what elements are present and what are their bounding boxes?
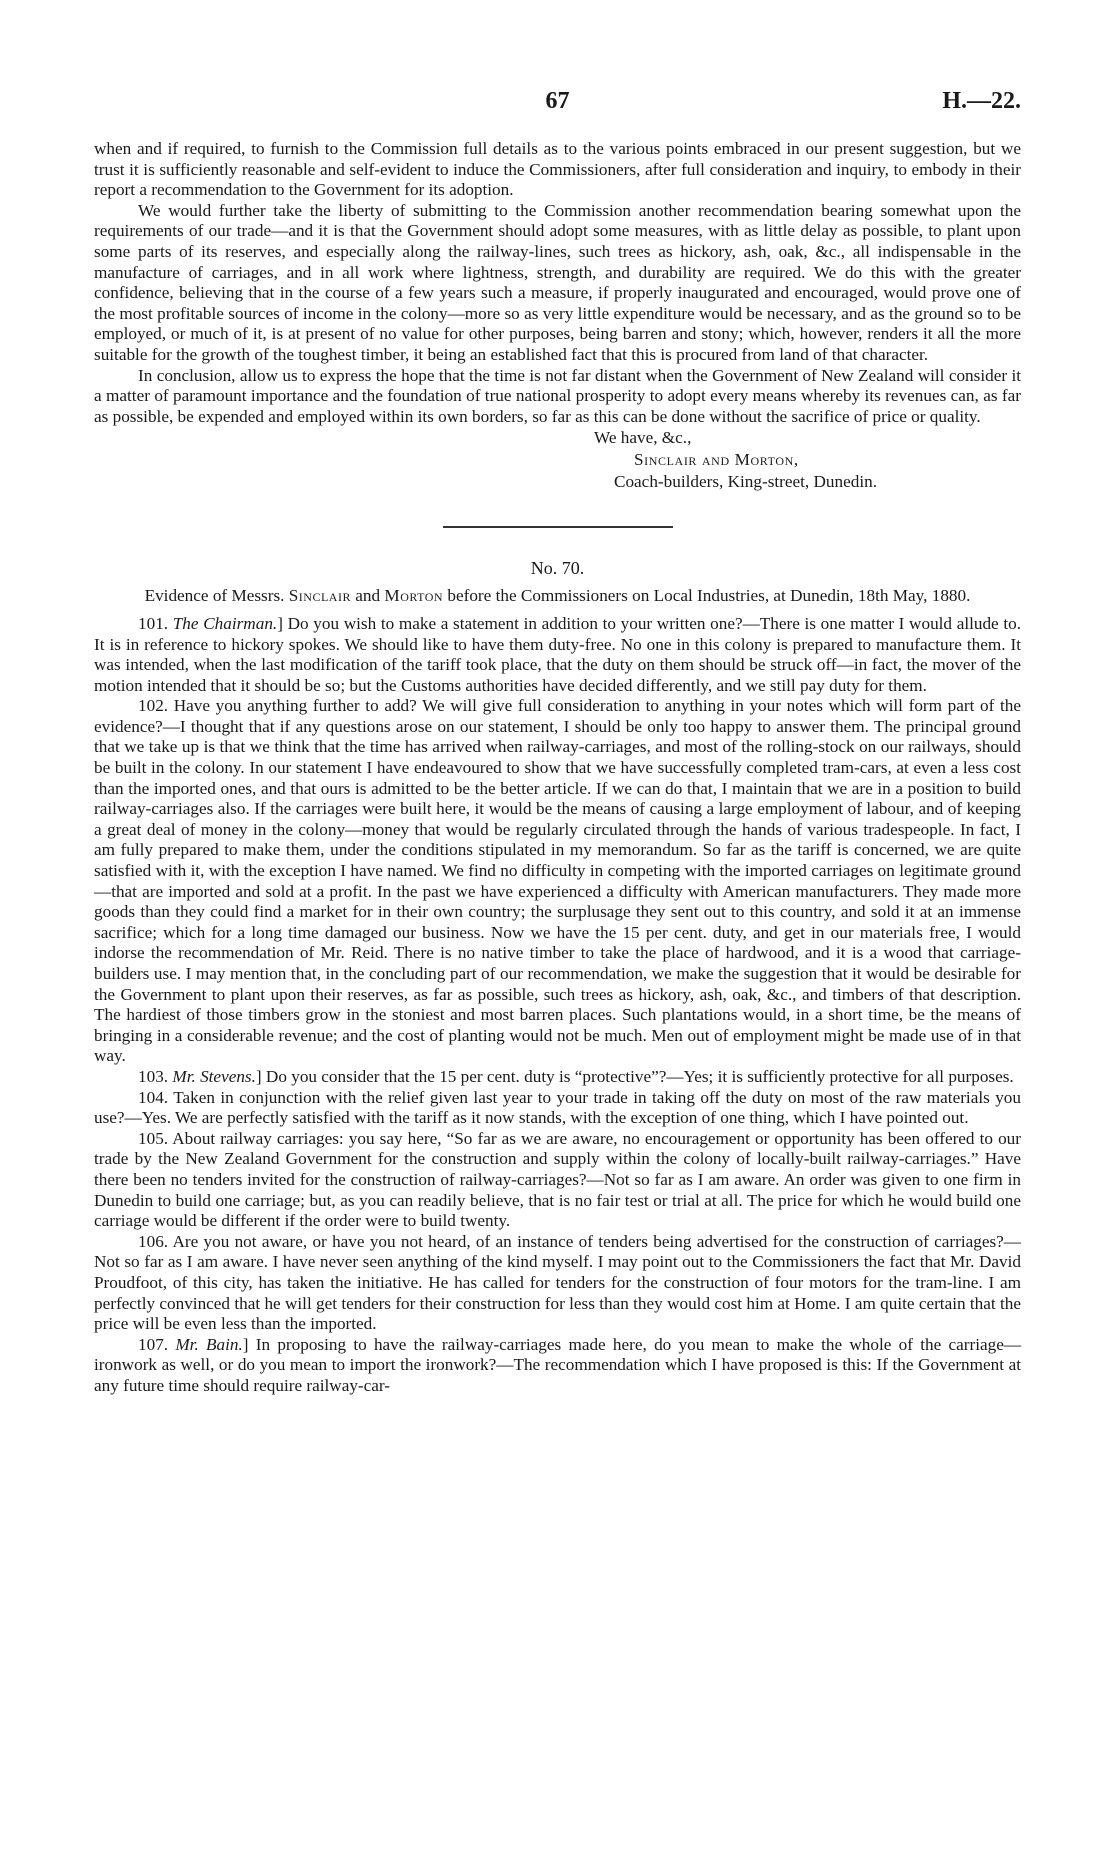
qa-text: ] In proposing to have the railway-carriages made here, do you mean to make the whole of the carriage—ironwork as well, or do you mean to import the ironwork?—The recommendation which I have proposed is this: If the Government at any future time should require railway-car- xyxy=(94,1334,1022,1395)
witness-name-1: Sinclair xyxy=(288,585,351,605)
section-number: No. 70. xyxy=(530,558,585,579)
qa-paragraph xyxy=(94,1232,1021,1335)
qa-text: ] Do you consider that the 15 per cent. duty is “protective”?—Yes; it is sufficiently protective for all purposes. xyxy=(255,1066,1014,1086)
speaker: Mr. Stevens. xyxy=(172,1066,256,1086)
speaker: Mr. Bain. xyxy=(175,1334,243,1354)
qa-paragraph xyxy=(94,1088,1021,1129)
document-reference: H.—22. xyxy=(942,88,1021,114)
question-number: 101. xyxy=(138,613,169,633)
question-number: 106. xyxy=(138,1231,169,1251)
question-number: 104. xyxy=(138,1087,169,1107)
question-number: 102. xyxy=(138,696,169,716)
signatory-address: Coach-builders, King-street, Dunedin. xyxy=(614,472,877,492)
qa-paragraph xyxy=(94,614,1021,696)
witness-name-2: Morton xyxy=(384,585,444,605)
qa-text: ] Do you wish to make a statement in addition to your written one?—There is one matter I would allude to. It is in reference to hickory spokes. We should like to have them duty-free. No one in this colony is prepared to manufacture them. It was intended, when the last modification of the tariff took place, that the duty on them should be struck off—in fact, the mover of the motion intended that it should be so; but the Customs authorities have decided differently, and we still pay duty for them. xyxy=(94,613,1022,695)
body-text xyxy=(94,139,1021,1396)
signature-block xyxy=(94,427,1021,493)
page-number: 67 xyxy=(545,88,570,114)
qa-paragraph xyxy=(94,1067,1021,1088)
title-prefix: Evidence of Messrs. xyxy=(144,585,285,605)
question-number: 105. xyxy=(138,1128,169,1148)
signatory-names: Sinclair and Morton, xyxy=(634,450,799,470)
qa-paragraph xyxy=(94,696,1021,1067)
question-number: 103. xyxy=(138,1066,169,1086)
intro-paragraph: In conclusion, allow us to express the hope that the time is not far distant when the Government of New Zealand will consider it a matter of paramount importance and the foundation of true national prosperity to adopt every means whereby its revenues can, as far as possible, be expended and employed within its own borders, so far as this can be done without the sacrifice of price or quality. xyxy=(94,365,1021,426)
section-divider xyxy=(443,526,673,528)
question-number: 107. xyxy=(138,1334,169,1354)
qa-text: About railway carriages: you say here, “So far as we are aware, no encouragement or opportunity has been offered to our trade by the New Zealand Government for the construction and supply within the colony of locally-built railway-carriages.” Have there been no tenders invited for the construction of railway-carriages?—Not so far as I am aware. An order was given to one firm in Dunedin to build one carriage; but, as you can readily believe, that is no fair test or trial at all. The price for which he would build one carriage would be different if the order were to build twenty. xyxy=(94,1128,1021,1231)
section-title xyxy=(94,585,1021,606)
salutation: We have, &c., xyxy=(594,428,692,448)
title-and: and xyxy=(355,585,381,605)
page-header xyxy=(94,88,1021,118)
qa-text: Have you anything further to add? We will give full consideration to anything in your notes which will form part of the evidence?—I thought that if any questions arose on our statement, I should be only too happy to answer them. The principal ground that we take up is that we think that the time has arrived when railway-carriages, and most of the rolling-stock on our railways, should be built in the colony. In our statement I have endeavoured to show that we have successfully completed tram-cars, at even a less cost than the imported ones, and that ours is admitted to be the better article. If we can do that, I maintain that we are in a position to build railway-carriages also. If the carriages were built here, it would be the means of causing a large employment of labour, and of keeping a great deal of money in the colony—money that would be regularly circulated through the hands of various tradespeople. In fact, I am fully prepared to make them, under the conditions stipulated in my memorandum. So far as the tariff is concerned, we are quite satisfied with it, with the exception I have named. We find no difficulty in competing with the imported carriages on legitimate ground—that are imported and sold at a profit. In the past we have experienced a difficulty with American manufacturers. They made more goods than they could find a market for in their own country; the surplusage they sent out to this country, and sold it at an immense sacrifice; which for a long time damaged our business. Now we have the 15 per cent. duty, and get in our materials free, I would indorse the recommendation of Mr. Reid. There is no native timber to take the place of hardwood, and it is a wood that carriage-builders use. I may mention that, in the concluding part of our recommendation, we make the suggestion that it would be desirable for the Government to plant upon their reserves, as far as possible, such trees as hickory, ash, oak, &c., and timbers of that description. The hardiest of those timbers grow in the stoniest and most barren places. Such plantations would, in a short time, be the means of bringing in a considerable revenue; and the cost of planting would not be much. Men out of employment might be made use of in that way. xyxy=(94,696,1021,1066)
qa-text: Are you not aware, or have you not heard, of an instance of tenders being advertised for the construction of carriages?—Not so far as I am aware. I have never seen anything of the kind myself. I may point out to the Commissioners the fact that Mr. David Proudfoot, of this city, has taken the initiative. He has called for tenders for the construction of four motors for the tram-line. I am perfectly convinced that he will get tenders for their construction for less than they would cost him at Home. I am quite certain that the price will be even less than the imported. xyxy=(94,1231,1021,1334)
qa-paragraph xyxy=(94,1335,1021,1397)
title-suffix: before the Commissioners on Local Industries, at Dunedin, 18th May, 1880. xyxy=(447,585,971,605)
intro-paragraph: when and if required, to furnish to the Commission full details as to the various points embraced in our present suggestion, but we trust it is sufficiently reasonable and self-evident to induce the Commissioners, after full consideration and inquiry, to embody in their report a recommendation to the Government for its adoption. xyxy=(94,139,1021,200)
qa-text: Taken in conjunction with the relief given last year to your trade in taking off the duty on most of the raw materials you use?—Yes. We are perfectly satisfied with the tariff as it now stands, with the exception of one thing, which I have pointed out. xyxy=(94,1087,1021,1128)
intro-paragraph: We would further take the liberty of submitting to the Commission another recommendation bearing somewhat upon the requirements of our trade—and it is that the Government should adopt some measures, with as little delay as possible, to plant upon some parts of its reserves, and especially along the railway-lines, such trees as hickory, ash, oak, &c., all indispensable in the manufacture of carriages, and in all work where lightness, strength, and durability are required. We do this with the greater confidence, believing that in the course of a few years such a measure, if properly inaugurated and encouraged, would prove one of the most profitable sources of income in the colony—more so as very little expenditure would be necessary, and as the ground so to be employed, or much of it, is at present of no value for other purposes, being barren and stony; which, however, renders it all the more suitable for the growth of the toughest timber, it being an established fact that this is procured from land of that character. xyxy=(94,200,1021,364)
qa-paragraph xyxy=(94,1129,1021,1232)
speaker: The Chairman. xyxy=(172,613,278,633)
